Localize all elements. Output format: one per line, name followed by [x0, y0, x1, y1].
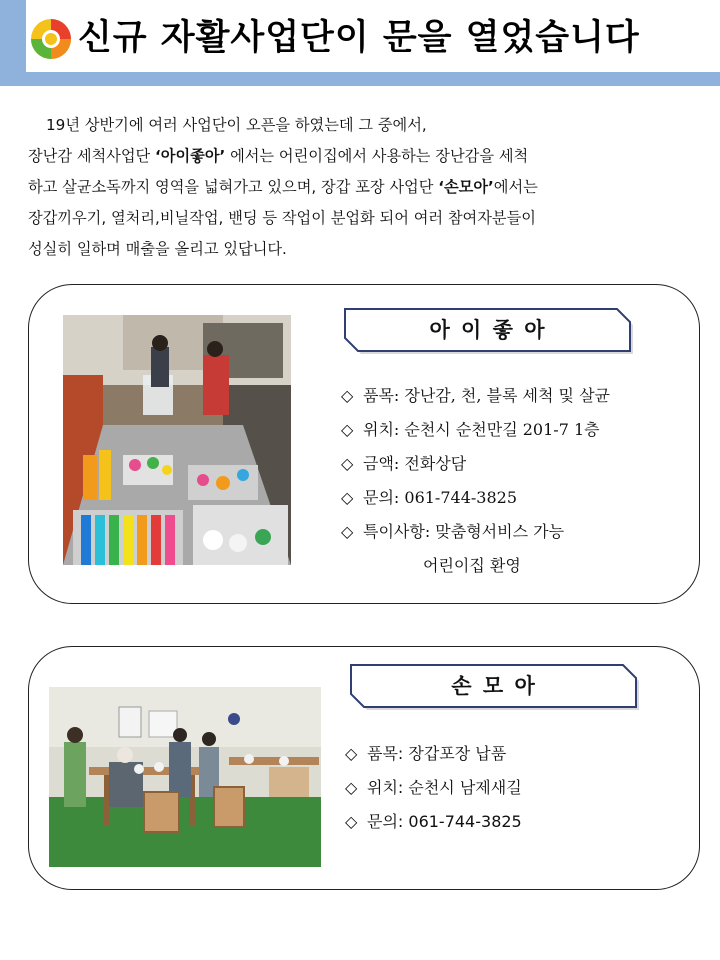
diamond-bullet-icon: ◇ [341, 522, 354, 541]
info-item [345, 737, 522, 771]
info-item [341, 447, 610, 481]
intro-line: 장갑끼우기, 열처리,비닐작업, 밴딩 등 작업이 분업화 되어 여러 참여자분들이 [28, 209, 536, 227]
info-item [341, 515, 610, 549]
info-item [341, 379, 610, 413]
business-info-list [341, 379, 610, 583]
diamond-bullet-icon: ◇ [345, 778, 358, 797]
info-text: 문의: 061-744-3825 [367, 812, 522, 831]
intro-line: 성실히 일하며 매출을 올리고 있답니다. [28, 240, 287, 258]
info-text: 금액: 전화상담 [363, 454, 467, 473]
tag-aijoa [343, 307, 633, 353]
diamond-bullet-icon: ◇ [341, 454, 354, 473]
intro-highlight: ‘아이좋아’ [155, 147, 226, 165]
diamond-bullet-icon: ◇ [345, 812, 358, 831]
intro-text: 에서는 어린이집에서 사용하는 장난감을 세척 [225, 147, 529, 165]
info-item [345, 805, 522, 839]
page-header [0, 0, 720, 86]
toy-washing-photo [63, 315, 291, 565]
glove-packing-photo [49, 687, 321, 867]
info-item-continued: 어린이집 환영 [423, 556, 521, 575]
info-text: 문의: 061-744-3825 [363, 488, 517, 507]
header-underline-bar [0, 72, 720, 86]
info-item [345, 771, 522, 805]
info-text: 위치: 순천시 남제새길 [367, 778, 522, 797]
intro-text: 에서는 [493, 178, 538, 196]
diamond-bullet-icon: ◇ [345, 744, 358, 763]
info-text: 위치: 순천시 순천만길 201-7 1층 [363, 420, 600, 439]
page-title: 신규 자활사업단이 문을 열었습니다 [78, 18, 640, 58]
business-card-aijoa [28, 284, 700, 604]
business-name: 손 모 아 [451, 674, 537, 698]
info-item [341, 413, 610, 447]
business-name: 아 이 좋 아 [429, 318, 547, 342]
business-card-sonmoa [28, 646, 700, 890]
diamond-bullet-icon: ◇ [341, 488, 354, 507]
info-item [341, 481, 610, 515]
intro-highlight: ‘손모아’ [438, 178, 494, 196]
business-info-list [345, 737, 522, 839]
diamond-bullet-icon: ◇ [341, 386, 354, 405]
tag-sonmoa [349, 663, 639, 709]
info-text: 품목: 장난감, 천, 블록 세척 및 살균 [363, 386, 611, 405]
intro-text: 하고 살균소독까지 영역을 넓혀가고 있으며, 장갑 포장 사업단 [28, 178, 439, 196]
logo-icon [29, 17, 73, 61]
info-text: 특이사항: 맞춤형서비스 가능 [363, 522, 565, 541]
intro-paragraph [28, 110, 708, 265]
intro-line: 19년 상반기에 여러 사업단이 오픈을 하였는데 그 중에서, [46, 116, 427, 134]
intro-text: 장난감 세척사업단 [28, 147, 156, 165]
info-text: 품목: 장갑포장 납품 [367, 744, 507, 763]
intro-line [28, 141, 708, 172]
diamond-bullet-icon: ◇ [341, 420, 354, 439]
intro-line [28, 172, 708, 203]
